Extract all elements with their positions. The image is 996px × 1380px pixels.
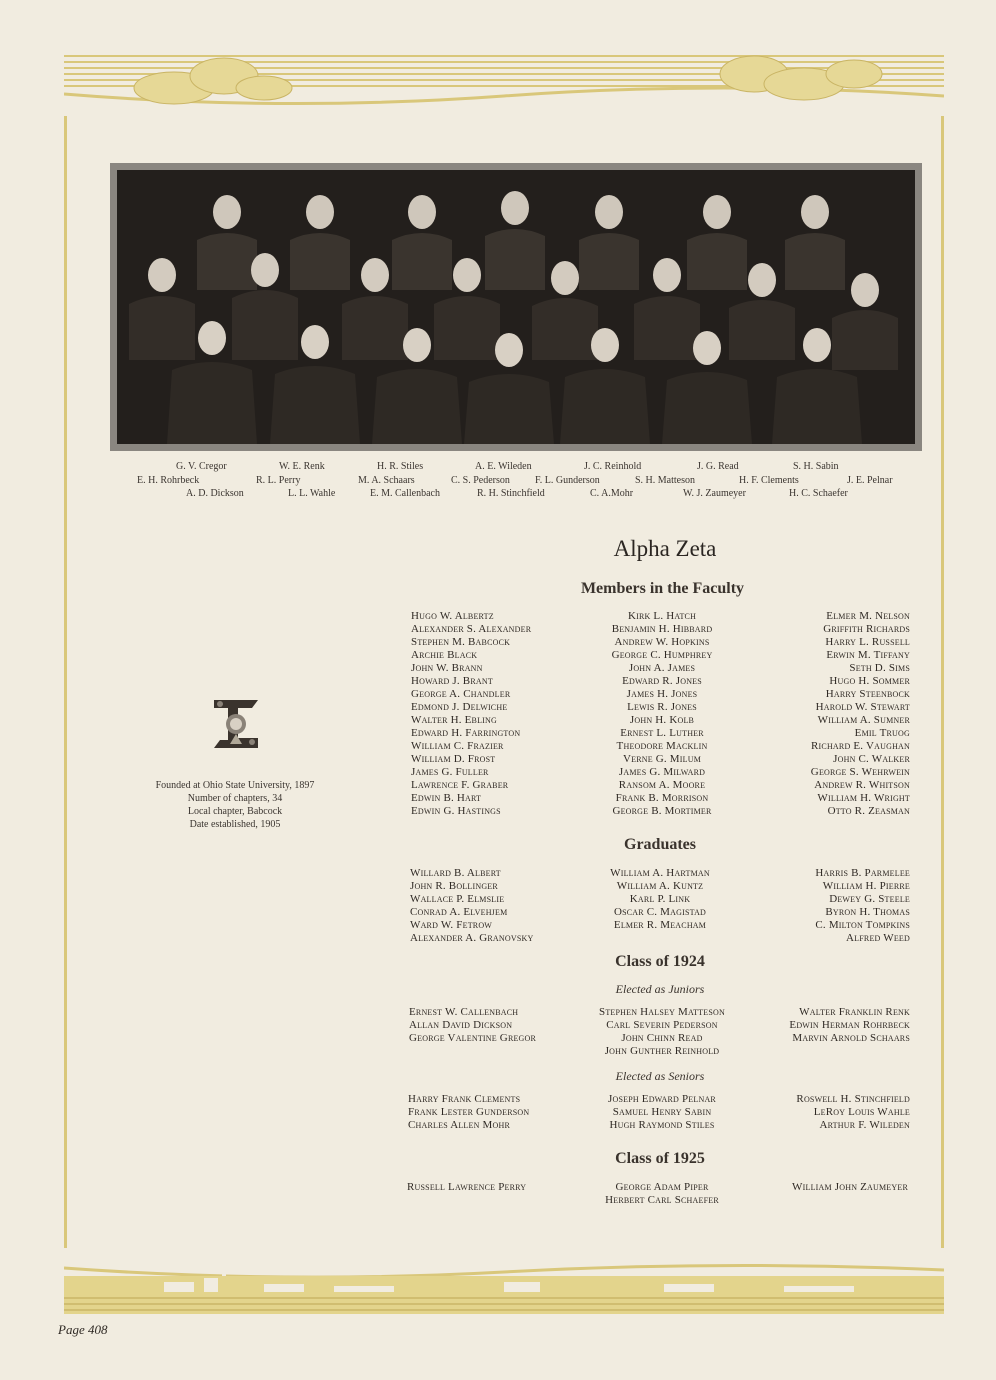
member-name: Verne G. Milum — [622, 753, 702, 765]
caption-r3-3: E. M. Callenbach — [370, 488, 440, 499]
member-name: John Gunther Reinhold — [604, 1045, 720, 1057]
member-name: Herbert Carl Schaefer — [605, 1194, 719, 1206]
member-name: Carl Severin Pederson — [606, 1019, 718, 1031]
seniors-col-3 — [796, 1093, 910, 1132]
page-title: Alpha Zeta — [613, 536, 717, 561]
member-name: William H. Pierre — [822, 880, 910, 892]
member-name: William A. Kuntz — [616, 880, 704, 892]
member-name: John A. James — [628, 662, 696, 674]
caption-r3-2: L. L. Wahle — [288, 488, 336, 499]
seniors-col-1 — [408, 1093, 529, 1132]
member-name: Lawrence F. Graber — [411, 779, 509, 791]
member-name: Joseph Edward Pelnar — [608, 1093, 716, 1105]
member-name: Alexander S. Alexander — [411, 623, 532, 635]
member-name: Elmer M. Nelson — [826, 610, 910, 622]
local-chapter-line: Local chapter, Babcock — [187, 806, 283, 817]
member-name: James H. Jones — [626, 688, 698, 700]
member-name: Edwin G. Hastings — [411, 805, 501, 817]
fraternity-crest-icon — [208, 694, 264, 752]
member-name: Andrew R. Whitson — [814, 779, 910, 791]
member-name: Roswell H. Stinchfield — [796, 1093, 910, 1105]
member-name: Edmond J. Delwiche — [411, 701, 508, 713]
member-name: Alexander A. Granovsky — [410, 932, 534, 944]
caption-r2-1: E. H. Rohrbeck — [137, 475, 200, 486]
faculty-col-1 — [411, 610, 531, 818]
juniors-col-1 — [409, 1006, 536, 1045]
member-name: William C. Frazier — [411, 740, 504, 752]
group-photo — [110, 163, 922, 451]
member-name: John W. Brann — [411, 662, 483, 674]
member-name: Karl P. Link — [629, 893, 691, 905]
caption-r2-3: M. A. Schaars — [358, 475, 415, 486]
class-1924-heading: Class of 1924 — [615, 953, 705, 970]
member-name: Conrad A. Elvehjem — [410, 906, 508, 918]
caption-r2-6: S. H. Matteson — [635, 475, 695, 486]
member-name: Edwin B. Hart — [411, 792, 482, 804]
member-name: Edwin Herman Rohrbeck — [789, 1019, 910, 1031]
caption-r1-4: A. E. Wileden — [475, 461, 532, 472]
member-name: C. Milton Tompkins — [815, 919, 910, 931]
graduates-col-3 — [815, 867, 910, 945]
member-name: Harris B. Parmelee — [815, 867, 910, 879]
founded-line: Founded at Ohio State University, 1897 — [155, 780, 315, 791]
member-name: Hugh Raymond Stiles — [609, 1119, 715, 1131]
member-name: Frank Lester Gunderson — [408, 1106, 530, 1118]
member-name: Hugo W. Albertz — [411, 610, 494, 622]
member-name: Harry L. Russell — [825, 636, 910, 648]
member-name: Kirk L. Hatch — [627, 610, 697, 622]
seniors-label: Elected as Seniors — [615, 1069, 705, 1083]
member-name: Allan David Dickson — [409, 1019, 513, 1031]
caption-r1-2: W. E. Renk — [279, 461, 325, 472]
member-name: Walter H. Ebling — [411, 714, 497, 726]
member-name: William John Zaumeyer — [792, 1181, 908, 1193]
faculty-heading: Members in the Faculty — [580, 580, 745, 597]
faculty-col-2 — [572, 610, 752, 818]
caption-r1-3: H. R. Stiles — [377, 461, 424, 472]
caption-r2-4: C. S. Pederson — [451, 475, 510, 486]
member-name: Arthur F. Wileden — [819, 1119, 910, 1131]
member-name: George Adam Piper — [615, 1181, 709, 1193]
faculty-col-3 — [811, 610, 910, 818]
juniors-col-3 — [789, 1006, 910, 1045]
founded-info — [130, 779, 340, 831]
member-name: Marvin Arnold Schaars — [792, 1032, 910, 1044]
member-name: Alfred Weed — [846, 932, 910, 944]
member-name: Ernest L. Luther — [620, 727, 704, 739]
member-name: John R. Bollinger — [410, 880, 498, 892]
caption-r3-6: W. J. Zaumeyer — [683, 488, 746, 499]
member-name: Elmer R. Meacham — [613, 919, 707, 931]
graduates-heading: Graduates — [624, 836, 696, 853]
member-name: Theodore Macklin — [616, 740, 708, 752]
member-name: James G. Fuller — [411, 766, 489, 778]
member-name: Stephen Halsey Matteson — [599, 1006, 725, 1018]
member-name: John C. Walker — [833, 753, 910, 765]
member-name: Samuel Henry Sabin — [612, 1106, 712, 1118]
member-name: George Valentine Gregor — [409, 1032, 537, 1044]
member-name: Hugo H. Sommer — [829, 675, 910, 687]
class-1925-col-2 — [562, 1181, 762, 1207]
member-name: LeRoy Louis Wahle — [813, 1106, 910, 1118]
juniors-label: Elected as Juniors — [615, 982, 705, 996]
member-name: Willard B. Albert — [410, 867, 501, 879]
member-name: Dewey G. Steele — [829, 893, 910, 905]
member-name: Howard J. Brant — [411, 675, 493, 687]
member-name: Russell Lawrence Perry — [407, 1181, 527, 1193]
member-name: Edward R. Jones — [622, 675, 702, 687]
caption-r1-5: J. C. Reinhold — [584, 461, 642, 472]
member-name: Emil Truog — [854, 727, 910, 739]
established-line: Date established, 1905 — [189, 819, 281, 830]
member-name: William A. Hartman — [610, 867, 710, 879]
caption-r1-1: G. V. Cregor — [176, 461, 227, 472]
member-name: Ernest W. Callenbach — [409, 1006, 519, 1018]
member-name: Harold W. Stewart — [815, 701, 910, 713]
juniors-col-2 — [567, 1006, 757, 1058]
class-1925-col-1 — [407, 1181, 526, 1194]
member-name: William H. Wright — [817, 792, 910, 804]
graduates-col-2 — [570, 867, 750, 932]
member-name: Griffith Richards — [823, 623, 910, 635]
page-number: Page 408 — [58, 1322, 108, 1337]
caption-r3-4: R. H. Stinchfield — [477, 488, 545, 499]
class-1925-col-3 — [792, 1181, 908, 1194]
member-name: Andrew W. Hopkins — [614, 636, 710, 648]
member-name: Seth D. Sims — [849, 662, 910, 674]
chapters-line: Number of chapters, 34 — [187, 793, 283, 804]
caption-r2-8: J. E. Pelnar — [847, 475, 893, 486]
member-name: Oscar C. Magistad — [613, 906, 707, 918]
member-name: Walter Franklin Renk — [799, 1006, 910, 1018]
member-name: George C. Humphrey — [611, 649, 713, 661]
caption-r2-2: R. L. Perry — [256, 475, 301, 486]
member-name: James G. Milward — [618, 766, 706, 778]
member-name: Frank B. Morrison — [615, 792, 709, 804]
caption-r3-7: H. C. Schaefer — [789, 488, 848, 499]
caption-r1-6: J. G. Read — [697, 461, 739, 472]
member-name: Byron H. Thomas — [825, 906, 910, 918]
top-cloud-banner — [64, 48, 944, 116]
class-1925-heading: Class of 1925 — [615, 1150, 705, 1167]
member-name: George A. Chandler — [411, 688, 511, 700]
seniors-col-2 — [567, 1093, 757, 1132]
member-name: John H. Kolb — [629, 714, 695, 726]
bottom-campus-banner — [64, 1248, 944, 1314]
member-name: Wallace P. Elmslie — [410, 893, 505, 905]
member-name: William A. Sumner — [817, 714, 910, 726]
member-name: Harry Frank Clements — [408, 1093, 521, 1105]
member-name: Benjamin H. Hibbard — [611, 623, 713, 635]
graduates-col-1 — [410, 867, 533, 945]
member-name: George S. Wehrwein — [810, 766, 910, 778]
group-photo-image — [117, 170, 915, 444]
member-name: Richard E. Vaughan — [811, 740, 910, 752]
member-name: William D. Frost — [411, 753, 496, 765]
member-name: Stephen M. Babcock — [411, 636, 511, 648]
caption-r2-5: F. L. Gunderson — [535, 475, 600, 486]
caption-r3-5: C. A.Mohr — [590, 488, 634, 499]
caption-r2-7: H. F. Clements — [739, 475, 799, 486]
caption-r1-7: S. H. Sabin — [793, 461, 839, 472]
member-name: Ransom A. Moore — [618, 779, 706, 791]
caption-r3-1: A. D. Dickson — [186, 488, 244, 499]
member-name: Ward W. Fetrow — [410, 919, 493, 931]
member-name: Erwin M. Tiffany — [826, 649, 910, 661]
member-name: Charles Allen Mohr — [408, 1119, 510, 1131]
member-name: Archie Black — [411, 649, 478, 661]
member-name: Edward H. Farrington — [411, 727, 521, 739]
member-name: Lewis R. Jones — [627, 701, 697, 713]
member-name: John Chinn Read — [621, 1032, 703, 1044]
member-name: Harry Steenbock — [825, 688, 910, 700]
member-name: Otto R. Zeasman — [827, 805, 910, 817]
member-name: George B. Mortimer — [612, 805, 712, 817]
